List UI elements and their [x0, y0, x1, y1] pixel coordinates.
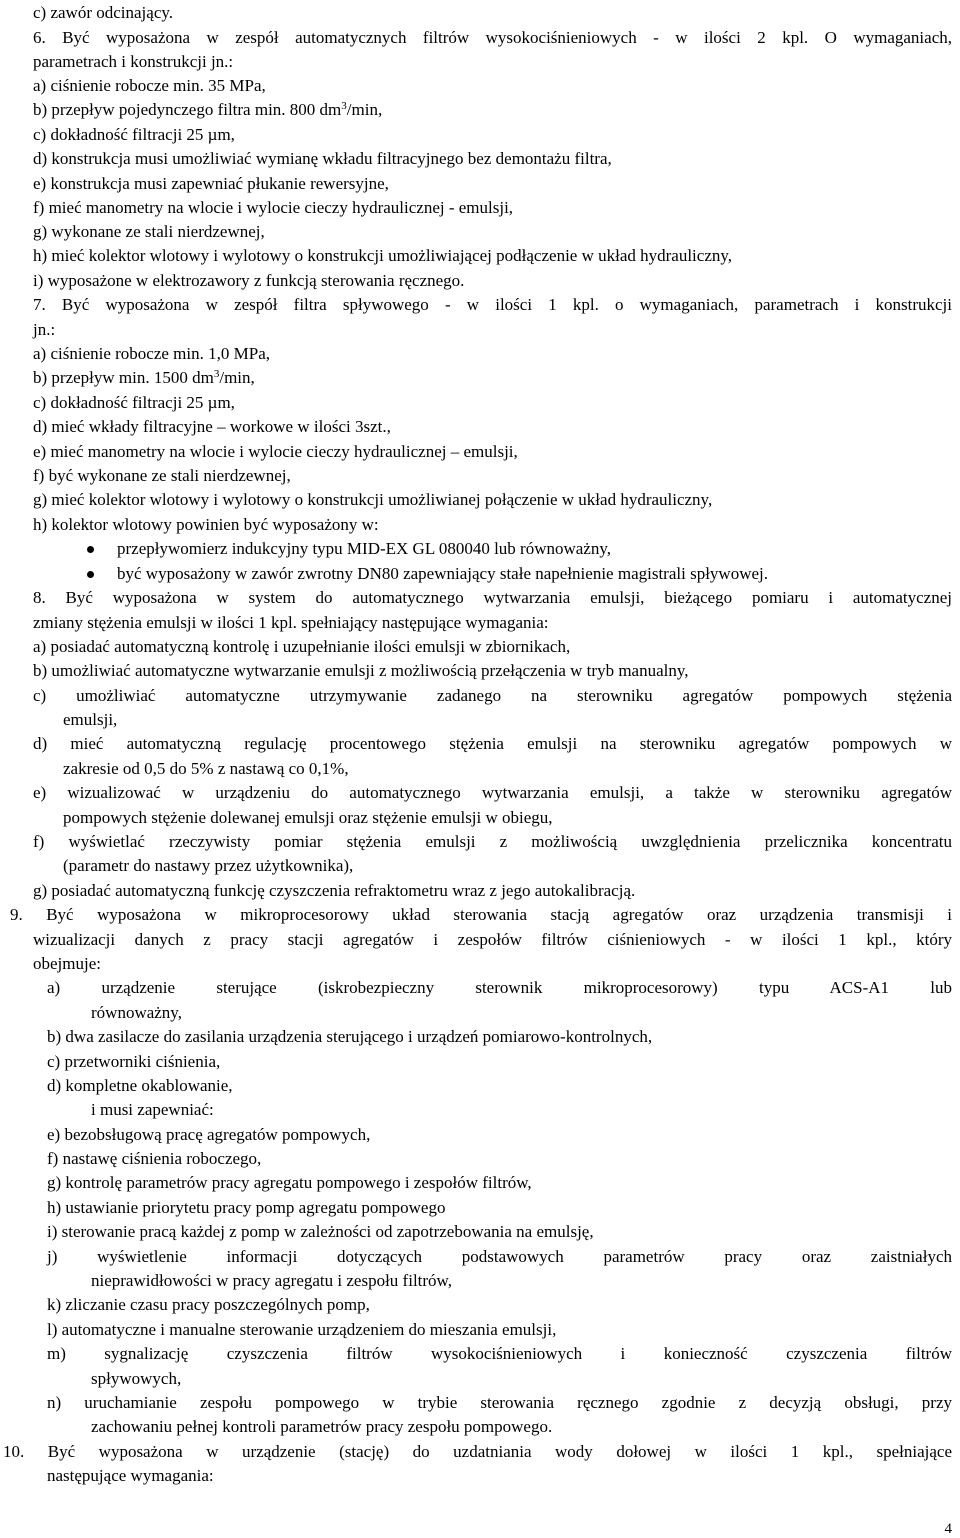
page-number: 4	[944, 1521, 952, 1537]
text-line: i) wyposażone w elektrozawory z funkcją sterowania ręcznego.	[33, 271, 465, 290]
text-line: jn.:	[33, 320, 56, 339]
bullet-item: przepływomierz indukcyjny typu MID-EX GL 080040 lub równoważny,	[117, 539, 611, 558]
text-line: g) kontrolę parametrów pracy agregatu pompowego i zespołów filtrów,	[47, 1173, 532, 1192]
text-line: d) kompletne okablowanie,	[47, 1076, 233, 1095]
text-line: i musi zapewniać:	[91, 1100, 214, 1119]
text-line: b) przepływ pojedynczego filtra min. 800 $dm^3/\min$,	[33, 100, 383, 119]
item-10-heading: 10. Być wyposażona w urządzenie (stację) do uzdatniania wody dołowej w ilości 1 kpl., spełniające	[3, 1442, 952, 1461]
text-line: j) wyświetlenie informacji dotyczących podstawowych parametrów pracy oraz zaistniałych	[47, 1247, 952, 1266]
item-6-heading: 6. Być wyposażona w zespół automatycznych filtrów wysokociśnieniowych - w ilości 2 kpl. O wymaganiach,	[33, 28, 952, 47]
text-line: h) mieć kolektor wlotowy i wylotowy o konstrukcji umożliwiającej podłączenie w układ hydrauliczny,	[33, 246, 733, 265]
text-line: następujące wymagania:	[47, 1466, 214, 1485]
text-line: e) bezobsługową pracę agregatów pompowych,	[47, 1125, 371, 1144]
bullet-icon	[87, 571, 94, 578]
text-line: nieprawidłowości w pracy agregatu i zespołu filtrów,	[91, 1271, 452, 1290]
text-line: obejmuje:	[33, 954, 101, 973]
text-line: h) ustawianie priorytetu pracy pomp agregatu pompowego	[47, 1198, 446, 1217]
text-line: a) ciśnienie robocze min. 1,0 MPa,	[33, 344, 270, 363]
text-line: g) posiadać automatyczną funkcję czyszczenia refraktometru wraz z jego autokalibracją.	[33, 881, 636, 900]
text-line: d) mieć automatyczną regulację procentowego stężenia emulsji na sterowniku agregatów pompowych w	[33, 734, 952, 753]
text-line: a) urządzenie sterujące (iskrobezpieczny sterownik mikroprocesorowy) typu ACS-A1 lub	[47, 978, 952, 997]
text-line: b) umożliwiać automatyczne wytwarzanie emulsji z możliwością przełączenia w tryb manualny,	[33, 661, 689, 680]
text-line: e) mieć manometry na wlocie i wylocie cieczy hydraulicznej – emulsji,	[33, 442, 518, 461]
text-line: b) dwa zasilacze do zasilania urządzenia sterującego i urządzeń pomiarowo-kontrolnych,	[47, 1027, 653, 1046]
item-7-heading: 7. Być wyposażona w zespół filtra spływowego - w ilości 1 kpl. o wymaganiach, parametrach i konstrukcji	[33, 295, 952, 314]
text-line: g) mieć kolektor wlotowy i wylotowy o konstrukcji umożliwianej połączenie w układ hydrauliczny,	[33, 490, 713, 509]
text-line: c) dokładność filtracji 25 µm,	[33, 125, 235, 144]
text-line: zachowaniu pełnej kontroli parametrów pracy zespołu pompowego.	[91, 1417, 553, 1436]
text-line: c) dokładność filtracji 25 µm,	[33, 393, 235, 412]
text-line: m) sygnalizację czyszczenia filtrów wysokociśnieniowych i konieczność czyszczenia filtrów	[47, 1344, 952, 1363]
bullet-icon	[87, 546, 94, 553]
text-line: parametrach i konstrukcji jn.:	[33, 52, 234, 71]
bullet-item: być wyposażony w zawór zwrotny DN80 zapewniający stałe napełnienie magistrali spływowej.	[117, 564, 768, 583]
text-line: równoważny,	[91, 1003, 182, 1022]
text-line: f) wyświetlać rzeczywisty pomiar stężenia emulsji z możliwością uwzględnienia przelicznika koncentratu	[33, 832, 952, 851]
text-line: l) automatyczne i manualne sterowanie urządzeniem do mieszania emulsji,	[47, 1320, 557, 1339]
text-line: d) konstrukcja musi umożliwiać wymianę wkładu filtracyjnego bez demontażu filtra,	[33, 149, 612, 168]
text-line: zmiany stężenia emulsji w ilości 1 kpl. spełniający następujące wymagania:	[33, 613, 549, 632]
text-line: c) umożliwiać automatyczne utrzymywanie zadanego na sterowniku agregatów pompowych stężenia	[33, 686, 952, 705]
item-9-heading: 9. Być wyposażona w mikroprocesorowy układ sterowania stacją agregatów oraz urządzenia transmisji i	[10, 905, 952, 924]
text-line: e) konstrukcja musi zapewniać płukanie rewersyjne,	[33, 174, 389, 193]
text-line: k) zliczanie czasu pracy poszczególnych pomp,	[47, 1295, 370, 1314]
text-line: f) nastawę ciśnienia roboczego,	[47, 1149, 262, 1168]
text-line: pompowych stężenie dolewanej emulsji oraz stężenie emulsji w obiegu,	[63, 808, 553, 827]
text-line: d) mieć wkłady filtracyjne – workowe w ilości 3szt.,	[33, 417, 391, 436]
text-line: g) wykonane ze stali nierdzewnej,	[33, 222, 265, 241]
text-line: c) zawór odcinający.	[33, 3, 174, 22]
text-line: i) sterowanie pracą każdej z pomp w zależności od zapotrzebowania na emulsję,	[47, 1222, 594, 1241]
text-line: zakresie od 0,5 do 5% z nastawą co 0,1%,	[63, 759, 349, 778]
text-line: e) wizualizować w urządzeniu do automatycznego wytwarzania emulsji, a także w sterowniku agregatów	[33, 783, 952, 802]
text-line: f) być wykonane ze stali nierdzewnej,	[33, 466, 291, 485]
text-line: (parametr do nastawy przez użytkownika),	[63, 856, 354, 875]
text-line: c) przetworniki ciśnienia,	[47, 1052, 221, 1071]
text-line: spływowych,	[91, 1369, 182, 1388]
text-line: a) posiadać automatyczną kontrolę i uzupełnianie ilości emulsji w zbiornikach,	[33, 637, 571, 656]
item-8-heading: 8. Być wyposażona w system do automatycznego wytwarzania emulsji, bieżącego pomiaru i automatycznej	[33, 588, 952, 607]
text-line: h) kolektor wlotowy powinien być wyposażony w:	[33, 515, 379, 534]
text-line: a) ciśnienie robocze min. 35 MPa,	[33, 76, 266, 95]
text-line: b) przepływ min. 1500 $dm^3/\min$,	[33, 368, 255, 387]
text-line: f) mieć manometry na wlocie i wylocie cieczy hydraulicznej - emulsji,	[33, 198, 514, 217]
text-line: n) uruchamianie zespołu pompowego w trybie sterowania ręcznego zgodnie z decyzją obsługi, przy	[47, 1393, 952, 1412]
text-line: wizualizacji danych z pracy stacji agregatów i zespołów filtrów ciśnieniowych - w ilości 1 kpl., który	[33, 930, 952, 949]
text-line: emulsji,	[63, 710, 118, 729]
